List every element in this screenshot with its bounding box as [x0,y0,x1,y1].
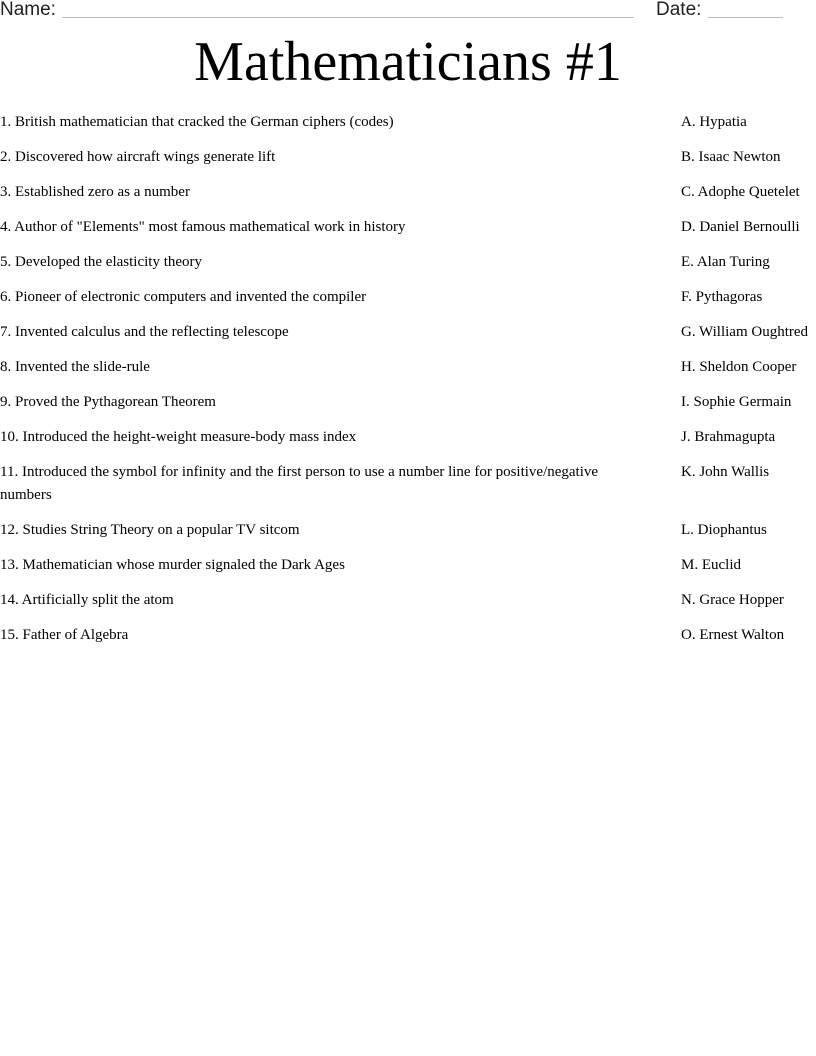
question-row [0,251,816,274]
question-text: 5. Developed the elasticity theory [0,254,203,270]
question-row [0,181,816,204]
question-row [0,426,816,449]
date-label: Date: [656,0,702,20]
answer-option: A. Hypatia [681,114,747,130]
question-row [0,519,816,542]
header [0,0,816,24]
question-row [0,216,816,239]
question-row [0,111,816,134]
question-text: 13. Mathematician whose murder signaled the Dark Ages [0,557,345,573]
name-field-line[interactable] [62,17,634,18]
answer-option: L. Diophantus [681,522,767,538]
question-text: 12. Studies String Theory on a popular TV sitcom [0,522,300,538]
question-row [0,554,816,577]
answer-option: I. Sophie Germain [681,394,792,410]
question-text: 4. Author of "Elements" most famous mathematical work in history [0,219,406,235]
question-text: 6. Pioneer of electronic computers and invented the compiler [0,289,367,305]
question-text: 10. Introduced the height-weight measure-body mass index [0,429,357,445]
date-field-line[interactable] [708,17,783,18]
question-row [0,624,816,647]
question-text: 3. Established zero as a number [0,184,190,200]
question-text: 2. Discovered how aircraft wings generate lift [0,149,276,165]
question-row [0,391,816,414]
question-row [0,461,816,507]
question-text: 8. Invented the slide-rule [0,359,150,375]
question-text: 11. Introduced the symbol for infinity and the first person to use a number line for positive/negative numbers [0,464,599,503]
answer-option: E. Alan Turing [681,254,770,270]
question-row [0,286,816,309]
answer-option: G. William Oughtred [681,324,809,340]
answer-option: N. Grace Hopper [681,592,784,608]
answer-option: M. Euclid [681,557,741,573]
answer-option: B. Isaac Newton [681,149,781,165]
answer-option: O. Ernest Walton [681,627,785,643]
question-text: 1. British mathematician that cracked the German ciphers (codes) [0,114,394,130]
answer-option: J. Brahmagupta [681,429,776,445]
answer-option: D. Daniel Bernoulli [681,219,800,235]
page-title: Mathematicians #1 [194,31,622,93]
answer-option: F. Pythagoras [681,289,763,305]
answer-option: C. Adophe Quetelet [681,184,800,200]
answer-option: K. John Wallis [681,464,770,480]
question-row [0,146,816,169]
question-text: 14. Artificially split the atom [0,592,174,608]
matching-list [0,111,816,659]
question-text: 9. Proved the Pythagorean Theorem [0,394,216,410]
question-row [0,356,816,379]
answer-option: H. Sheldon Cooper [681,359,797,375]
question-row [0,589,816,612]
name-label: Name: [0,0,56,20]
question-text: 15. Father of Algebra [0,627,129,643]
question-row [0,321,816,344]
question-text: 7. Invented calculus and the reflecting telescope [0,324,289,340]
